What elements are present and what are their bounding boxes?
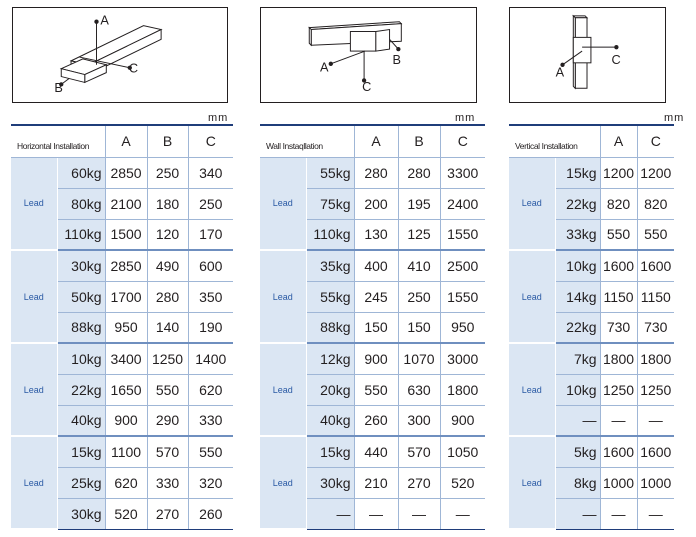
value-cell: 280: [398, 157, 440, 188]
unit-label: mm: [664, 112, 685, 124]
column-header-c: C: [440, 125, 485, 157]
lead-label: Lead: [509, 157, 555, 250]
value-cell: —: [600, 405, 637, 436]
value-cell: 140: [147, 312, 188, 343]
value-cell: 410: [398, 250, 440, 281]
load-cell: 50kg: [57, 281, 105, 312]
value-cell: 180: [147, 188, 188, 219]
value-cell: 520: [105, 498, 147, 529]
installation-type-header: Wall Instaqllation: [260, 125, 354, 157]
lead-label: Lead: [260, 157, 306, 250]
value-cell: 440: [354, 436, 398, 467]
lead-label: Lead: [509, 343, 555, 436]
value-cell: 1200: [637, 157, 674, 188]
column-header-b: B: [147, 125, 188, 157]
load-cell: 35kg: [306, 250, 354, 281]
value-cell: 2100: [105, 188, 147, 219]
value-cell: 2400: [440, 188, 485, 219]
value-cell: 330: [147, 467, 188, 498]
value-cell: 1400: [188, 343, 233, 374]
load-cell: 8kg: [555, 467, 600, 498]
installation-type-header: Vertical Installation: [509, 125, 600, 157]
load-cell: 10kg: [555, 250, 600, 281]
load-cell: 25kg: [57, 467, 105, 498]
value-cell: 1550: [440, 219, 485, 250]
value-cell: 950: [105, 312, 147, 343]
load-cell: 30kg: [57, 250, 105, 281]
load-cell: 110kg: [306, 219, 354, 250]
wall-installation-table: [260, 124, 485, 530]
value-cell: 340: [188, 157, 233, 188]
value-cell: 550: [354, 374, 398, 405]
lead-label: Lead: [11, 343, 57, 436]
load-cell: 110kg: [57, 219, 105, 250]
value-cell: 1600: [600, 436, 637, 467]
value-cell: —: [637, 498, 674, 529]
lead-label: Lead: [260, 436, 306, 529]
diagram-label-a: A: [320, 59, 329, 75]
value-cell: 3000: [440, 343, 485, 374]
value-cell: 150: [354, 312, 398, 343]
vertical-actuator-drawing: [510, 8, 665, 102]
value-cell: 490: [147, 250, 188, 281]
header-row: [260, 125, 485, 157]
value-cell: 350: [188, 281, 233, 312]
value-cell: 1150: [600, 281, 637, 312]
load-cell: 15kg: [306, 436, 354, 467]
value-cell: 1650: [105, 374, 147, 405]
value-cell: 300: [398, 405, 440, 436]
load-cell: 14kg: [555, 281, 600, 312]
value-cell: 150: [398, 312, 440, 343]
value-cell: 3300: [440, 157, 485, 188]
value-cell: 320: [188, 467, 233, 498]
value-cell: 270: [398, 467, 440, 498]
value-cell: 1500: [105, 219, 147, 250]
value-cell: 2500: [440, 250, 485, 281]
value-cell: 245: [354, 281, 398, 312]
lead-label: Lead: [260, 343, 306, 436]
lead-label: Lead: [260, 250, 306, 343]
load-cell: 80kg: [57, 188, 105, 219]
value-cell: 330: [188, 405, 233, 436]
value-cell: 550: [600, 219, 637, 250]
diagram-label-c: C: [362, 79, 372, 95]
load-cell: 88kg: [57, 312, 105, 343]
value-cell: 400: [354, 250, 398, 281]
column-header-a: A: [105, 125, 147, 157]
diagram-label-a: A: [100, 12, 109, 28]
table-row: [260, 343, 485, 374]
column-header-b: B: [398, 125, 440, 157]
value-cell: 1800: [637, 343, 674, 374]
load-cell: 10kg: [57, 343, 105, 374]
diagram-label-c: C: [128, 60, 138, 76]
load-cell: 7kg: [555, 343, 600, 374]
load-cell: 22kg: [555, 188, 600, 219]
value-cell: 130: [354, 219, 398, 250]
load-cell: 75kg: [306, 188, 354, 219]
value-cell: 250: [188, 188, 233, 219]
value-cell: 1250: [600, 374, 637, 405]
value-cell: 1150: [637, 281, 674, 312]
column-header-a: A: [354, 125, 398, 157]
load-cell: 88kg: [306, 312, 354, 343]
table-row: [11, 157, 233, 188]
value-cell: 270: [147, 498, 188, 529]
diagram-label-b: B: [54, 80, 63, 96]
table-row: [11, 343, 233, 374]
value-cell: 1600: [600, 250, 637, 281]
value-cell: 190: [188, 312, 233, 343]
diagram-label-a: A: [555, 64, 565, 80]
table-row: [11, 250, 233, 281]
value-cell: 170: [188, 219, 233, 250]
value-cell: 550: [147, 374, 188, 405]
value-cell: 1000: [600, 467, 637, 498]
value-cell: 900: [354, 343, 398, 374]
load-cell: 15kg: [57, 436, 105, 467]
load-cell: 10kg: [555, 374, 600, 405]
load-cell: 55kg: [306, 281, 354, 312]
table-row: [509, 343, 674, 374]
table-row: [260, 436, 485, 467]
unit-label: mm: [208, 112, 229, 124]
load-cell: —: [306, 498, 354, 529]
value-cell: 600: [188, 250, 233, 281]
table-row: [260, 157, 485, 188]
diagram-label-c: C: [611, 51, 621, 67]
load-cell: —: [555, 498, 600, 529]
lead-label: Lead: [509, 250, 555, 343]
value-cell: 125: [398, 219, 440, 250]
load-cell: 22kg: [555, 312, 600, 343]
value-cell: 1250: [147, 343, 188, 374]
value-cell: 1800: [600, 343, 637, 374]
value-cell: 820: [637, 188, 674, 219]
wall-actuator-drawing: [261, 8, 476, 102]
value-cell: 195: [398, 188, 440, 219]
value-cell: 950: [440, 312, 485, 343]
value-cell: 3400: [105, 343, 147, 374]
table-row: [509, 250, 674, 281]
value-cell: 730: [637, 312, 674, 343]
value-cell: 290: [147, 405, 188, 436]
value-cell: 570: [147, 436, 188, 467]
load-cell: 22kg: [57, 374, 105, 405]
value-cell: 820: [600, 188, 637, 219]
value-cell: 520: [440, 467, 485, 498]
horizontal-installation-table: [11, 124, 233, 530]
load-cell: 33kg: [555, 219, 600, 250]
value-cell: 1050: [440, 436, 485, 467]
vertical-installation-diagram: [509, 7, 666, 103]
value-cell: 570: [398, 436, 440, 467]
lead-label: Lead: [509, 436, 555, 529]
value-cell: 1600: [637, 436, 674, 467]
value-cell: 210: [354, 467, 398, 498]
value-cell: 2850: [105, 250, 147, 281]
value-cell: 1600: [637, 250, 674, 281]
value-cell: —: [398, 498, 440, 529]
value-cell: 620: [105, 467, 147, 498]
value-cell: 1800: [440, 374, 485, 405]
value-cell: 260: [188, 498, 233, 529]
value-cell: 280: [147, 281, 188, 312]
value-cell: 1250: [637, 374, 674, 405]
vertical-installation-table: [509, 124, 674, 530]
value-cell: 620: [188, 374, 233, 405]
load-cell: 60kg: [57, 157, 105, 188]
value-cell: 900: [440, 405, 485, 436]
horizontal-actuator-drawing: [13, 8, 227, 102]
value-cell: 1000: [637, 467, 674, 498]
load-cell: 40kg: [57, 405, 105, 436]
value-cell: 1100: [105, 436, 147, 467]
value-cell: 1550: [440, 281, 485, 312]
value-cell: 550: [188, 436, 233, 467]
value-cell: 280: [354, 157, 398, 188]
diagram-label-b: B: [392, 51, 401, 67]
column-header-a: A: [600, 125, 637, 157]
table-row: [11, 436, 233, 467]
load-cell: —: [555, 405, 600, 436]
value-cell: 260: [354, 405, 398, 436]
load-cell: 5kg: [555, 436, 600, 467]
value-cell: 550: [637, 219, 674, 250]
value-cell: 1700: [105, 281, 147, 312]
load-cell: 15kg: [555, 157, 600, 188]
value-cell: 250: [398, 281, 440, 312]
column-header-c: C: [188, 125, 233, 157]
lead-label: Lead: [11, 157, 57, 250]
horizontal-installation-diagram: [12, 7, 228, 103]
value-cell: 2850: [105, 157, 147, 188]
table-row: [260, 250, 485, 281]
value-cell: —: [354, 498, 398, 529]
value-cell: 630: [398, 374, 440, 405]
load-cell: 40kg: [306, 405, 354, 436]
value-cell: 120: [147, 219, 188, 250]
load-cell: 30kg: [57, 498, 105, 529]
value-cell: —: [637, 405, 674, 436]
header-row: [509, 125, 674, 157]
wall-installation-diagram: [260, 7, 477, 103]
lead-label: Lead: [11, 436, 57, 529]
value-cell: 730: [600, 312, 637, 343]
table-row: [509, 436, 674, 467]
lead-label: Lead: [11, 250, 57, 343]
value-cell: 900: [105, 405, 147, 436]
value-cell: 200: [354, 188, 398, 219]
value-cell: —: [440, 498, 485, 529]
load-cell: 55kg: [306, 157, 354, 188]
value-cell: 1070: [398, 343, 440, 374]
header-row: [11, 125, 233, 157]
value-cell: 250: [147, 157, 188, 188]
table-row: [509, 157, 674, 188]
column-header-c: C: [637, 125, 674, 157]
unit-label: mm: [455, 112, 476, 124]
installation-type-header: Horizontal Installation: [11, 125, 105, 157]
load-cell: 12kg: [306, 343, 354, 374]
load-cell: 20kg: [306, 374, 354, 405]
value-cell: —: [600, 498, 637, 529]
load-cell: 30kg: [306, 467, 354, 498]
value-cell: 1200: [600, 157, 637, 188]
